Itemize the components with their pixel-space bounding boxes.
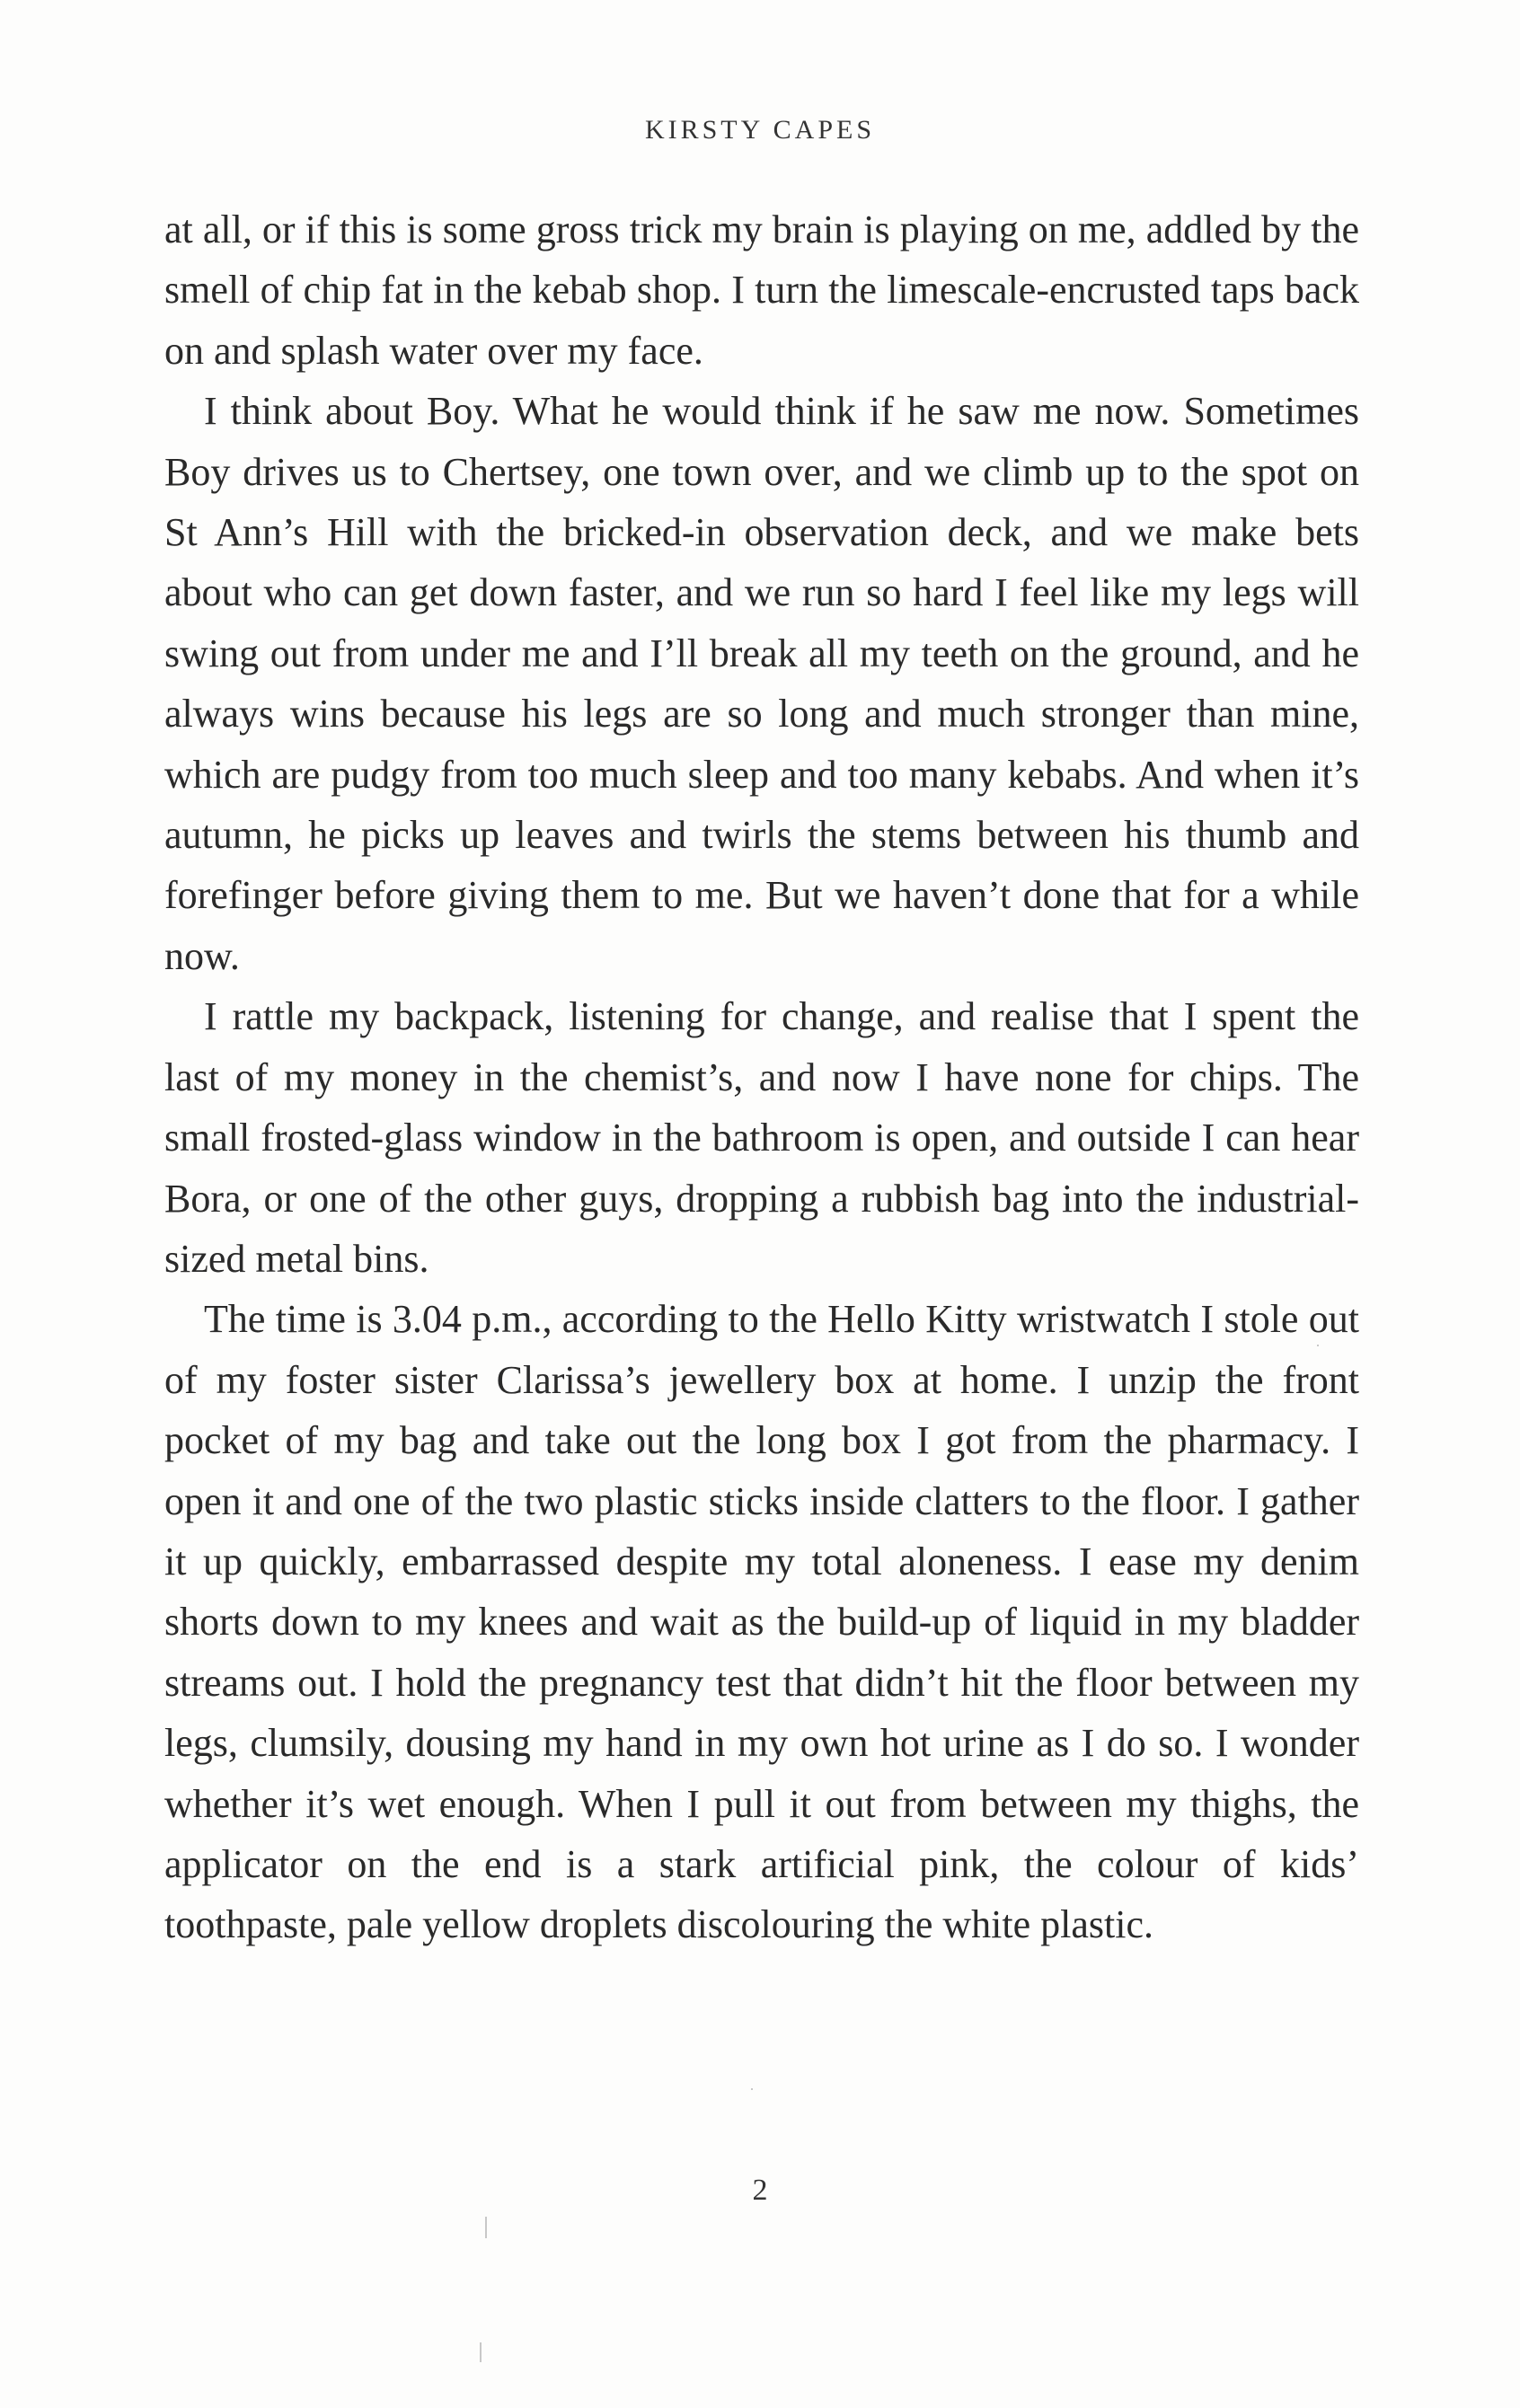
running-head: KIRSTY CAPES — [644, 115, 876, 145]
body-text — [164, 199, 1359, 1955]
scan-speck — [751, 2088, 753, 2090]
scan-speck — [1317, 1345, 1319, 1346]
paragraph: at all, or if this is some gross trick my brain is playing on me, addled by the smell of chip fat in the kebab shop. I turn the limescale-encrusted taps back on and splash water over my face. — [164, 207, 1359, 373]
scan-speck — [480, 2342, 482, 2362]
paragraph: The time is 3.04 p.m., according to the Hello Kitty wristwatch I stole out of my foster sister Clarissa’s jewellery box at home. I unzip the front pocket of my bag and take out the long box I got from the pharmacy. I open it and one of the two plastic sticks inside clatters to the floor. I gather it up quickly, embarrassed despite my total aloneness. I ease my denim shorts down to my knees and wait as the build-up of liquid in my bladder streams out. I hold the pregnancy test that didn’t hit the floor between my legs, clumsily, dousing my hand in my own hot urine as I do so. I wonder whether it’s wet enough. When I pull it out from between my thighs, the applicator on the end is a stark artificial pink, the colour of kids’ toothpaste, pale yellow droplets discolouring the white plastic. — [164, 1297, 1359, 1947]
scan-speck — [485, 2217, 487, 2238]
paragraph: I rattle my backpack, listening for change, and realise that I spent the last of my money in the chemist’s, and now I have none for chips. The small frosted-glass window in the bathroom is open, and outside I can hear Bora, or one of the other guys, dropping a rubbish bag into the industrial-sized metal bins. — [164, 994, 1359, 1281]
paragraph: I think about Boy. What he would think if he saw me now. Sometimes Boy drives us to Chertsey, one town over, and we climb up to the spot on St Ann’s Hill with the bricked-in observation deck, and we make bets about who can get down faster, and we run so hard I feel like my legs will swing out from under me and I’ll break all my teeth on the ground, and he always wins because his legs are so long and much stronger than mine, which are pudgy from too much sleep and too many kebabs. And when it’s autumn, he picks up leaves and twirls the stems between his thumb and forefinger before giving them to me. But we haven’t done that for a while now. — [164, 389, 1359, 978]
page-number: 2 — [752, 2174, 768, 2207]
